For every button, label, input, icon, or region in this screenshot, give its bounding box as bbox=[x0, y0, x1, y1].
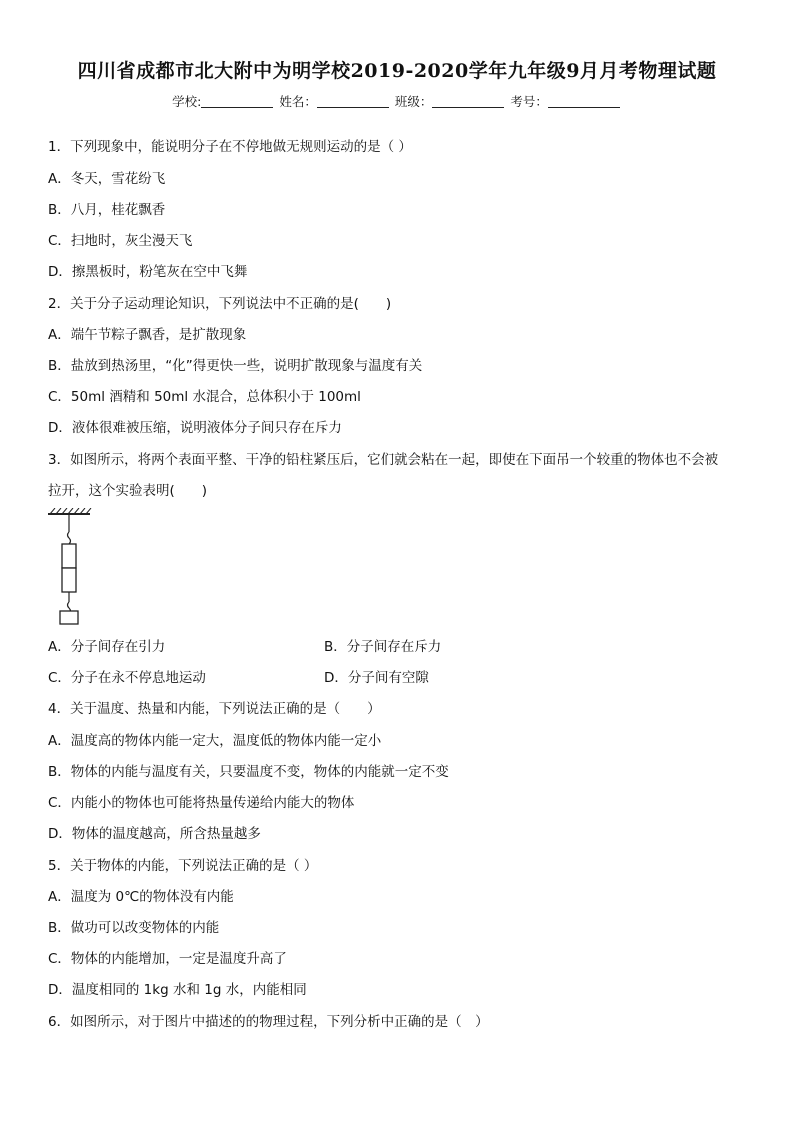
question-5-option-c: C．物体的内能增加，一定是温度升高了 bbox=[48, 951, 287, 967]
class-label: 班级： bbox=[394, 94, 433, 109]
page-title: 四川省成都市北大附中为明学校2019-2020学年九年级9月月考物理试题 bbox=[77, 60, 717, 82]
question-2-option-c: C．50ml 酒精和 50ml 水混合，总体积小于 100ml bbox=[48, 389, 361, 405]
question-2-option-d: D．液体很难被压缩，说明液体分子间只存在斥力 bbox=[48, 420, 342, 436]
name-label: 姓名： bbox=[279, 94, 317, 109]
exam-no-label: 考号： bbox=[510, 94, 548, 109]
class-blank bbox=[432, 95, 504, 108]
question-3-stem-cont: 拉开，这个实验表明( ) bbox=[48, 483, 208, 499]
school-label: 学校: bbox=[172, 94, 202, 109]
question-5-option-a: A．温度为 0℃的物体没有内能 bbox=[48, 889, 234, 905]
question-4-option-c: C．内能小的物体也可能将热量传递给内能大的物体 bbox=[48, 795, 355, 811]
question-1-option-c: C．扫地时，灰尘漫天飞 bbox=[48, 233, 193, 249]
question-1-option-d: D．擦黑板时，粉笔灰在空中飞舞 bbox=[48, 264, 248, 280]
question-2-option-a: A．端午节粽子飘香，是扩散现象 bbox=[48, 327, 247, 343]
question-2-option-b: B．盐放到热汤里，“化”得更快一些，说明扩散现象与温度有关 bbox=[48, 358, 423, 374]
question-1-option-a: A．冬天，雪花纷飞 bbox=[48, 171, 166, 187]
question-2-stem: 2．关于分子运动理论知识，下列说法中不正确的是( ) bbox=[48, 296, 392, 312]
question-6-stem: 6．如图所示，对于图片中描述的的物理过程，下列分析中正确的是（ ） bbox=[48, 1014, 489, 1030]
question-3-option-d: D．分子间有空隙 bbox=[324, 670, 429, 686]
student-info-line bbox=[0, 92, 794, 110]
question-1-stem: 1．下列现象中，能说明分子在不停地做无规则运动的是（ ） bbox=[48, 139, 412, 155]
question-4-option-b: B．物体的内能与温度有关，只要温度不变，物体的内能就一定不变 bbox=[48, 764, 449, 780]
school-blank bbox=[201, 95, 273, 108]
question-3-stem: 3．如图所示，将两个表面平整、干净的铅柱紧压后，它们就会粘在一起，即使在下面吊一个较重的物体也不会被 bbox=[48, 452, 719, 468]
question-4-stem: 4．关于温度、热量和内能，下列说法正确的是（ ） bbox=[48, 701, 381, 717]
question-3-option-b: B．分子间存在斥力 bbox=[324, 639, 442, 655]
question-5-stem: 5．关于物体的内能，下列说法正确的是（ ） bbox=[48, 858, 318, 874]
question-3-option-c: C．分子在永不停息地运动 bbox=[48, 670, 206, 686]
question-4-option-a: A．温度高的物体内能一定大，温度低的物体内能一定小 bbox=[48, 733, 382, 749]
question-4-option-d: D．物体的温度越高，所含热量越多 bbox=[48, 826, 261, 842]
question-5-option-b: B．做功可以改变物体的内能 bbox=[48, 920, 220, 936]
exam-no-blank bbox=[548, 95, 620, 108]
question-3-option-a: A．分子间存在引力 bbox=[48, 639, 166, 655]
question-5-option-d: D．温度相同的 1kg 水和 1g 水，内能相同 bbox=[48, 982, 307, 998]
lead-cylinders-hanging-weight-icon bbox=[44, 508, 94, 630]
name-blank bbox=[317, 95, 389, 108]
question-1-option-b: B．八月，桂花飘香 bbox=[48, 202, 166, 218]
